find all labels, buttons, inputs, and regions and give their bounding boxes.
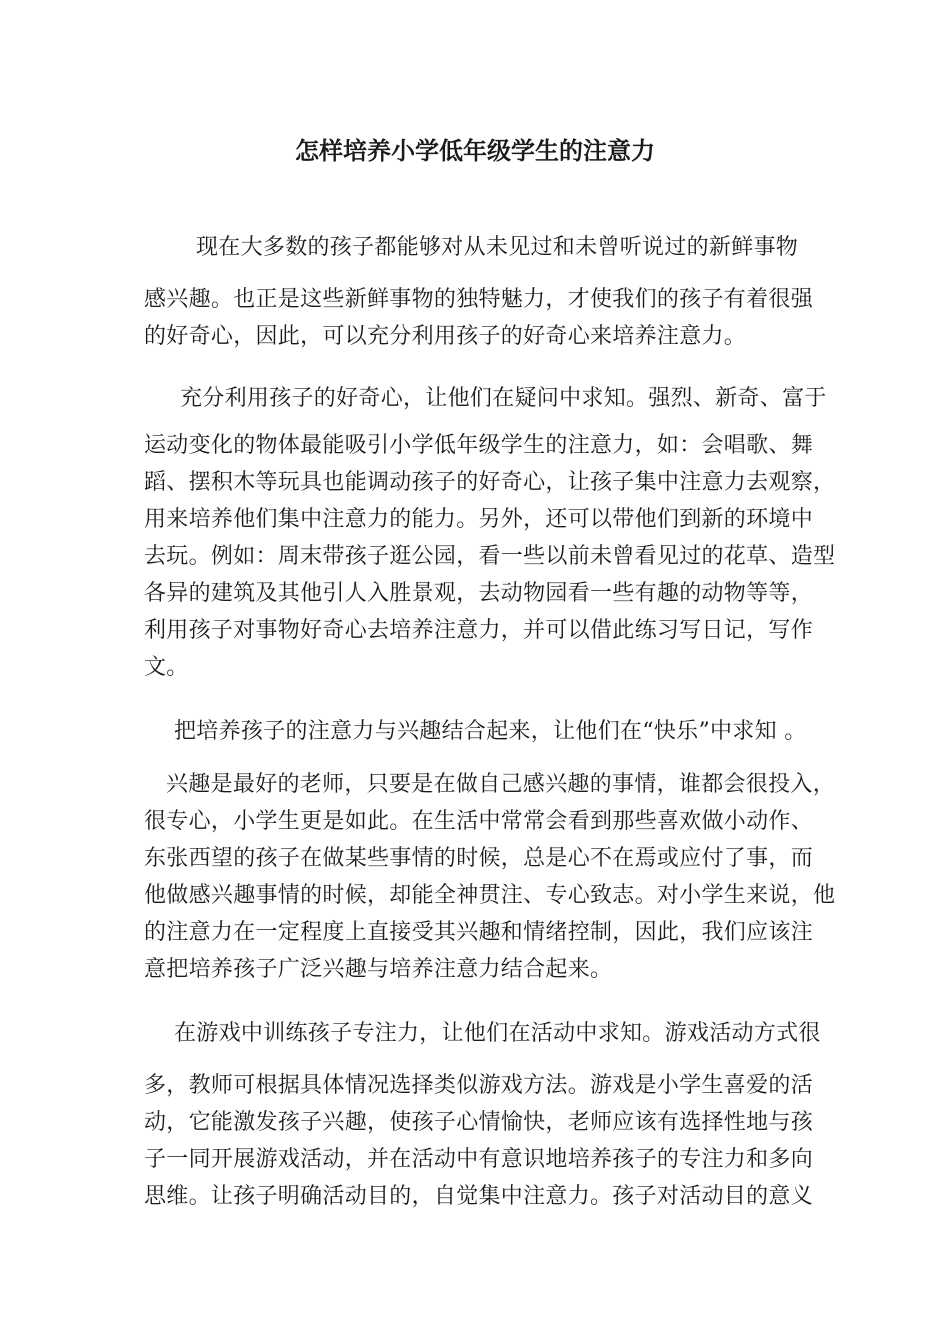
paragraph-4-line-3: 他做感兴趣事情的时候，却能全神贯注、专心致志。对小学生来说，他 [144,883,836,908]
paragraph-2-line-2: 蹈、摆积木等玩具也能调动孩子的好奇心，让孩子集中注意力去观察， [144,470,836,495]
paragraph-3 [144,713,810,750]
document-title: 怎样培养小学低年级学生的注意力 [295,137,655,165]
paragraph-4-line-5: 意把培养孩子广泛兴趣与培养注意力结合起来。 [144,957,613,982]
paragraph-3-lead: 把培养孩子的注意力与兴趣结合起来，让他们在“快乐”中求知 。 [174,719,807,744]
paragraph-2-line-1: 运动变化的物体最能吸引小学低年级学生的注意力，如：会唱歌、舞 [144,433,814,458]
paragraph-5-line-2: 动，它能激发孩子兴趣，使孩子心情愉快，老师应该有选择性地与孩 [144,1110,814,1135]
paragraph-5-line-4: 思维。让孩子明确活动目的，自觉集中注意力。孩子对活动目的意义 [144,1184,814,1209]
paragraph-2-line-4: 去玩。例如：周末带孩子逛公园，看一些以前未曾看见过的花草、造型 [144,544,836,569]
paragraph-4-line-2: 东张西望的孩子在做某些事情的时候，总是心不在焉或应付了事，而 [144,846,814,871]
paragraph-4 [144,766,836,988]
paragraph-5-lead: 在游戏中训练孩子专注力，让他们在活动中求知。游戏活动方式很 [174,1021,821,1046]
paragraph-4-lead: 兴趣是最好的老师，只要是在做自己感兴趣的事情，谁都会很投入， [166,772,836,797]
paragraph-4-line-1: 很专心，小学生更是如此。在生活中常常会看到那些喜欢做小动作、 [144,809,814,834]
paragraph-2-lead: 充分利用孩子的好奇心，让他们在疑问中求知。强烈、新奇、富于 [180,386,827,411]
paragraph-5-line-1: 多，教师可根据具体情况选择类似游戏方法。游戏是小学生喜爱的活 [144,1073,814,1098]
paragraph-1 [144,229,814,355]
paragraph-2-line-7: 文。 [144,655,189,680]
paragraph-4-line-4: 的注意力在一定程度上直接受其兴趣和情绪控制，因此，我们应该注 [144,920,814,945]
paragraph-2-line-6: 利用孩子对事物好奇心去培养注意力，并可以借此练习写日记，写作 [144,618,814,643]
paragraph-5-line-3: 子一同开展游戏活动，并在活动中有意识地培养孩子的专注力和多向 [144,1147,814,1172]
paragraph-1-line-1: 感兴趣。也正是这些新鲜事物的独特魅力，才使我们的孩子有着很强 [144,287,814,312]
paragraph-1-line-2: 的好奇心，因此，可以充分利用孩子的好奇心来培养注意力。 [144,324,747,349]
paragraph-5 [144,1015,821,1215]
paragraph-2-line-3: 用来培养他们集中注意力的能力。另外，还可以带他们到新的环境中 [144,507,814,532]
paragraph-2-line-5: 各异的建筑及其他引人入胜景观，去动物园看一些有趣的动物等等， [144,581,814,606]
paragraph-2 [144,380,836,686]
paragraph-1-lead: 现在大多数的孩子都能够对从未见过和未曾听说过的新鲜事物 [196,235,799,260]
